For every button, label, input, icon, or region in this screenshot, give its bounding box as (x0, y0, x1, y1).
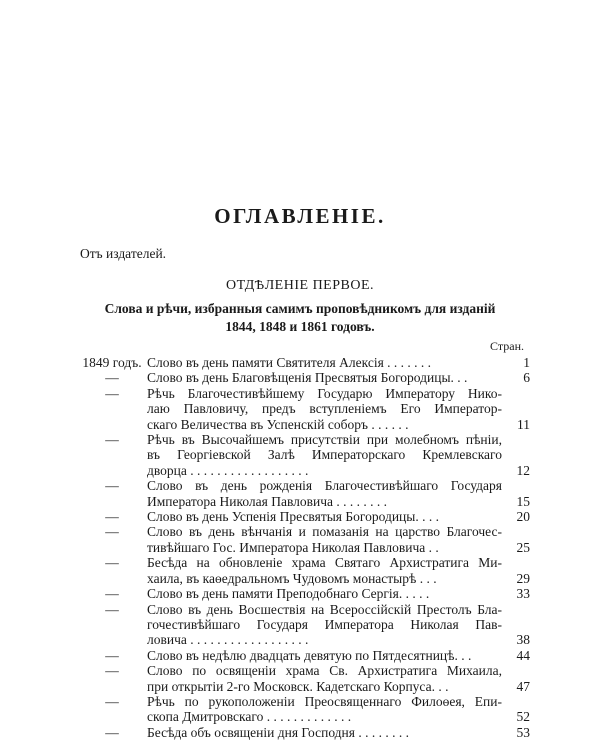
toc-entry-page-number: 52 (516, 709, 530, 725)
toc-entry-year: — (105, 509, 119, 525)
toc-entry (80, 524, 530, 555)
section-heading: ОТДѢЛЕНІЕ ПЕРВОЕ. (225, 278, 375, 293)
toc-entry-year: — (105, 385, 119, 401)
toc-entry-title-line: скаго Величества въ Успенскій соборъ . . . . . . (147, 416, 409, 432)
section-subtitle (60, 300, 540, 336)
toc-entry-title-line: Слово въ недѣлю двадцать девятую по Пятдесятницѣ. . . (147, 647, 472, 663)
toc-entry-title-line: Слово въ день памяти Святителя Алексія . . . . . . . (147, 355, 432, 370)
toc-entry-year: — (105, 586, 119, 602)
toc-entry-title (147, 432, 502, 478)
toc-entry-title-line: дворца . . . . . . . . . . . . . . . . . . (147, 462, 309, 478)
toc-entry-title (147, 725, 502, 740)
toc-entry-title-line: Рѣчь по рукоположеніи Преосвященнаго Филоѳея, Епи- (147, 693, 502, 709)
toc-entry-year: — (105, 432, 119, 448)
publishers-note: Отъ издателей. (80, 246, 167, 261)
toc-entry-page-number: 6 (523, 370, 530, 386)
subtitle-line-1: Слова и рѣчи, избранныя самимъ проповѣдникомъ для изданій (104, 301, 496, 316)
toc-entry-page-number: 53 (516, 724, 530, 740)
toc-entry-page-number: 47 (516, 678, 530, 694)
toc-entry-title-line: Слово въ день Благовѣщенія Пресвятыя Богородицы. . . (147, 370, 468, 386)
toc-entry-title (147, 370, 502, 385)
toc-entry-title (147, 355, 502, 370)
toc-entry-title (147, 509, 502, 524)
page-title: ОГЛАВЛЕНІЕ. (214, 204, 386, 228)
toc-entry-title (147, 602, 502, 648)
toc-entry-year: — (105, 724, 119, 740)
toc-entry-page-number: 25 (516, 539, 530, 555)
subtitle-line-2: 1844, 1848 и 1861 годовъ. (225, 319, 375, 334)
toc-entry-title-line: Слово по освященіи храма Св. Архистратига Михаила, (147, 663, 502, 679)
toc-entry-title-line: лаю Павловичу, предъ вступленіемъ Его Император- (147, 401, 502, 417)
toc-entry-page-number: 33 (516, 586, 530, 602)
toc-entry (80, 602, 530, 648)
toc-entry-page-number: 12 (516, 462, 530, 478)
toc-entry-year: — (105, 555, 119, 571)
toc-entry (80, 725, 530, 740)
toc-entry (80, 355, 530, 370)
toc-entry (80, 555, 530, 586)
toc-entry-title-line: хаила, въ каѳедральномъ Чудовомъ монастырѣ . . . (147, 570, 437, 586)
toc-entry-year: — (105, 601, 119, 617)
toc-entry-title (147, 555, 502, 586)
toc-entry-year: — (105, 370, 119, 386)
toc-entry (80, 478, 530, 509)
toc-entry-page-number: 15 (516, 493, 530, 509)
toc-entry-title-line: гочестивѣйшаго Государя Императора Николая Пав- (147, 616, 502, 632)
toc-entry (80, 648, 530, 663)
toc-entry-title (147, 478, 502, 509)
toc-entry-year: — (105, 663, 119, 679)
toc-entry-title (147, 648, 502, 663)
toc-entry-page-number: 38 (516, 632, 530, 648)
toc-entry-title-line: въ Георгіевской Залѣ Императорскаго Кремлевскаго (147, 447, 502, 463)
toc-entry-title (147, 586, 502, 601)
toc-entry (80, 386, 530, 432)
toc-entry-year: — (105, 478, 119, 494)
toc-entry-title-line: скопа Дмитровскаго . . . . . . . . . . . . . (147, 709, 352, 725)
toc-entry-title-line: Императора Николая Павловича . . . . . . . . (147, 493, 388, 509)
toc-entry-title-line: тивѣйшаго Гос. Императора Николая Павловича . . (147, 539, 439, 555)
toc-entry-page-number: 1 (523, 355, 530, 370)
toc-entry-year: 1849 годъ. (82, 355, 142, 370)
toc-entry-page-number: 29 (516, 570, 530, 586)
toc-entry-year: — (105, 524, 119, 540)
toc-entry (80, 432, 530, 478)
page-column-label: Стран. (490, 339, 524, 353)
toc-entry-title (147, 386, 502, 432)
toc-entry-year: — (105, 647, 119, 663)
toc-entry-title-line: Слово въ день памяти Преподобнаго Сергія. . . . . (147, 586, 430, 602)
toc-entry-year: — (105, 693, 119, 709)
toc-entry-page-number: 44 (516, 647, 530, 663)
toc-entry-title-line: Слово въ день рожденія Благочестивѣйшаго Государя (147, 478, 502, 494)
toc-entry-title-line: Слово въ день Восшествія на Всероссійскій Престолъ Бла- (147, 601, 502, 617)
toc-entry-title-line: Бесѣда на обновленіе храма Святаго Архистратига Ми- (147, 555, 502, 571)
table-of-contents (80, 355, 530, 740)
toc-entry-title-line: Слово въ день Успенія Пресвятыя Богородицы. . . . (147, 509, 439, 525)
toc-entry-page-number: 20 (516, 509, 530, 525)
toc-entry (80, 509, 530, 524)
toc-entry-title (147, 694, 502, 725)
toc-entry-title (147, 524, 502, 555)
toc-entry (80, 586, 530, 601)
toc-entry (80, 694, 530, 725)
toc-entry-title (147, 663, 502, 694)
toc-entry-title-line: Рѣчь въ Высочайшемъ присутствіи при молебномъ пѣніи, (147, 432, 502, 448)
toc-entry-page-number: 11 (517, 416, 530, 432)
toc-entry-title-line: ловича . . . . . . . . . . . . . . . . . . (147, 632, 309, 648)
toc-entry-title-line: при открытіи 2-го Московск. Кадетскаго Корпуса. . . (147, 678, 449, 694)
toc-entry (80, 370, 530, 385)
toc-entry-title-line: Слово въ день вѣнчанія и помазанія на царство Благочес- (147, 524, 502, 540)
toc-entry-title-line: Рѣчь Благочестивѣйшему Государю Императору Нико- (147, 385, 502, 401)
toc-entry (80, 663, 530, 694)
toc-entry-title-line: Бесѣда объ освященіи дня Господня . . . . . . . . (147, 724, 409, 740)
